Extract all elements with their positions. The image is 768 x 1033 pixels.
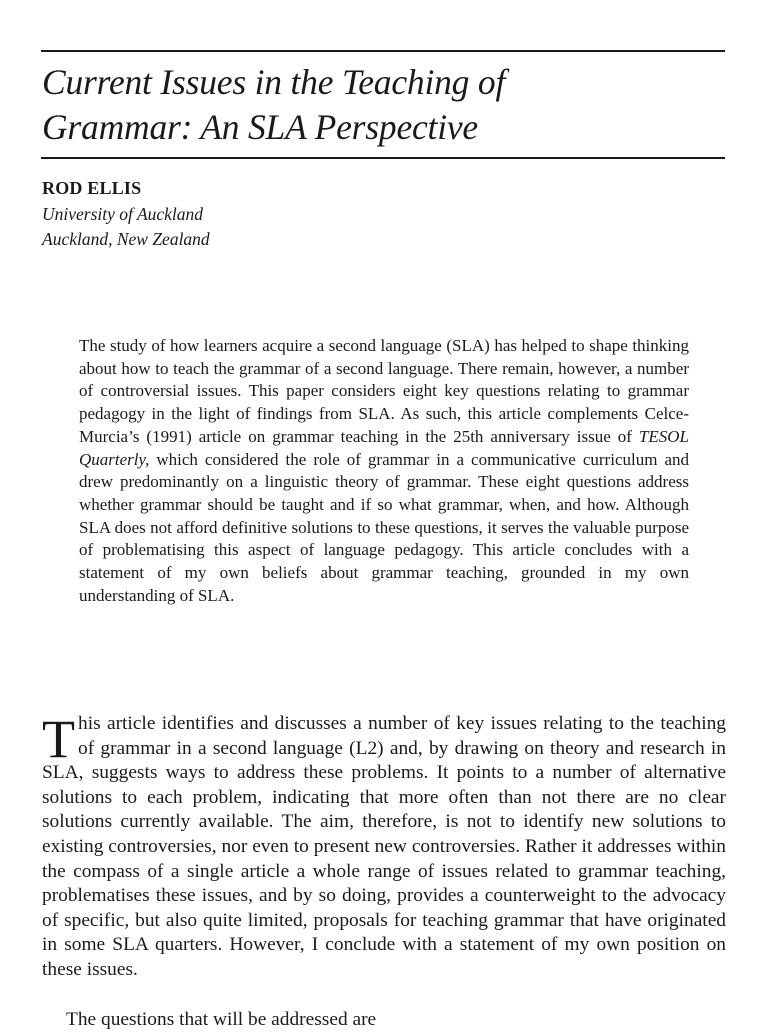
title-line-1: Current Issues in the Teaching of (42, 62, 506, 102)
body-paragraph-1-text: his article identifies and discusses a number of key issues relating to the teaching of grammar in a second language (L2) and, by drawing on theory and research in SLA, suggests ways to address these problems. It points to a number of alternative solutions to each problem, indicating that more often than not there are no clear solutions currently available. The aim, therefore, is not to identify new solutions to existing controversies, nor even to present new controversies. Rather it addresses within the compass of a single article a whole range of issues related to grammar teaching, problematises these issues, and by so doing, provides a counterweight to the advocacy of specific, but also quite limited, proposals for teaching grammar that have originated in some SLA quarters. However, I conclude with a statement of my own position on these issues. (42, 713, 726, 980)
body-paragraph-2: The questions that will be addressed are (66, 1009, 377, 1030)
author-location: Auckland, New Zealand (42, 229, 210, 249)
title-line-2: Grammar: An SLA Perspective (42, 107, 478, 147)
author-name: ROD ELLIS (42, 178, 142, 198)
abstract-text-part2: which considered the role of grammar in a communicative curriculum and drew predominantly on a linguistic theory of grammar. These eight questions address whether grammar should be taught and if so what grammar, when, and how. Although SLA does not afford definitive solutions to these questions, it serves the valuable purpose of problematising this aspect of language pedagogy. This article concludes with a statement of my own beliefs about grammar teaching, grounded in my own understanding of SLA. (79, 449, 689, 605)
top-rule (41, 50, 725, 52)
author-affiliation: University of Auckland (42, 204, 204, 224)
abstract (79, 335, 689, 607)
title-bottom-rule (41, 157, 725, 159)
drop-cap: T (42, 709, 75, 769)
body-paragraph-1 (42, 709, 726, 983)
article-title (42, 60, 726, 150)
journal-name: TESOL Quarterly, (79, 426, 689, 469)
abstract-text-part1: The study of how learners acquire a second language (SLA) has helped to shape thinking about how to teach the grammar of a second language. There remain, however, a number of controversial issues. This paper considers eight key questions relating to grammar pedagogy in the light of findings from SLA. As such, this article complements Celce-Murcia’s (1991) article on grammar teaching in the 25th anniversary issue of (79, 336, 689, 446)
